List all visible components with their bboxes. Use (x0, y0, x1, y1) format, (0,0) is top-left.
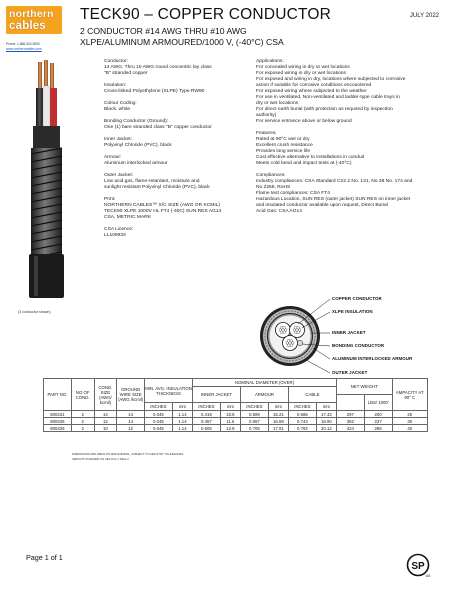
table-row (44, 425, 428, 432)
section-line: authority) (256, 113, 277, 118)
section-line: No.2256, RoHS (256, 185, 291, 190)
unit-inches: INCHES (145, 403, 173, 411)
table-cell: 10.6 (220, 411, 240, 418)
table-cell: 800428 (44, 418, 72, 425)
header-net-weight: NET WEIGHT (336, 379, 392, 395)
unit-inches: INCHES (193, 403, 221, 411)
header-ground-size: GROUND WIRE SIZE (AWG /kcmil) (117, 379, 145, 411)
spec-section (104, 83, 254, 95)
section-line: Excellent crush resistance (256, 143, 313, 148)
section-heading: Inner Jacket: (104, 137, 132, 142)
subtitle-line-1: 2 CONDUCTOR #14 AWG THRU #10 AWG (80, 26, 247, 36)
header-nominal-diameter: NOMINAL DIAMETER (OVER) (193, 379, 337, 387)
section-line: For exposed wiring in dry or wet locations (256, 71, 346, 76)
spec-section (104, 59, 254, 77)
section-line: For exposed and wiring in dry, locations where subjected to corrosive (256, 77, 406, 82)
section-line: Cost effective alternative to installations in conduit (256, 155, 365, 160)
subtitle-line-2: XLPE/ALUMINUM ARMOURED/1000 V, (-40°C) CSA (80, 37, 284, 47)
table-cell: 0.045 (145, 425, 173, 432)
table-cell: 0.505 (193, 425, 221, 432)
table-cell: 800431 (44, 411, 72, 418)
section-line: For use in ventilated, Non-ventilated and ladder-type cable trays in (256, 95, 400, 100)
section-line: LL109933 (104, 233, 126, 238)
section-line: TECK90 XLPE 1000V HL FT4 (-40C) SUN RES AG14 (104, 209, 222, 214)
table-cell: 12.8 (220, 425, 240, 432)
table-cell: 200 (364, 411, 392, 418)
section-line: dry or wet locations (256, 101, 299, 106)
unit-mm: mm (316, 403, 336, 411)
page-title: TECK90 – COPPER CONDUCTOR (80, 6, 332, 23)
copper-strand-3 (50, 63, 54, 90)
table-cell: 285 (364, 425, 392, 432)
table-cell: 30 (392, 418, 427, 425)
section-line: NORTHERN CABLES™ X/C SIZE (AWG OR KCMIL) (104, 203, 221, 208)
document-date: JULY 2022 (409, 13, 439, 19)
section-line: Polyvinyl Chloride (PVC), black (104, 143, 172, 148)
section-heading: Bonding Conductor (Ground): (104, 119, 169, 124)
table-cell: 2 (71, 418, 94, 425)
section-heading: Features: (256, 131, 277, 136)
section-heading: Compliances: (256, 173, 286, 178)
spec-section (104, 227, 254, 239)
section-line: For service entrance above or below ground (256, 119, 352, 124)
spec-section (256, 131, 416, 167)
table-cell: 12 (94, 418, 117, 425)
table-cell: 11.6 (220, 418, 240, 425)
section-line: Meets cold bend and impact tests at (-40°C) (256, 161, 352, 166)
table-cell: 0.792 (288, 425, 316, 432)
table-cell: 0.457 (193, 418, 221, 425)
table-cell: 800426 (44, 425, 72, 432)
table-cell: 14 (117, 418, 145, 425)
label-xlpe-insulation: XLPE INSULATION (332, 309, 373, 314)
contact-info (6, 42, 42, 51)
northern-cables-logo (6, 6, 62, 40)
table-cell: 17.42 (316, 411, 336, 418)
bonding-conductor (297, 340, 302, 345)
note-dimensions: DIMENSIONS AND WEIGHTS ARE NOMINAL, SUBJECT TO INDUSTRY TOLERANCES (72, 452, 184, 456)
section-line: action if suitable for corrosive conditions encountered (256, 83, 372, 88)
spec-section (256, 173, 416, 215)
table-cell: 237 (364, 418, 392, 425)
table-row (44, 418, 428, 425)
table-cell: 40 (392, 425, 427, 432)
spec-section (104, 155, 254, 167)
table-cell: 352 (336, 418, 364, 425)
section-heading: Conductor: (104, 59, 128, 64)
unit-inches: INCHES (241, 403, 269, 411)
table-cell: 10 (94, 425, 117, 432)
table-cell: 14 (94, 411, 117, 418)
table-cell: 0.045 (145, 411, 173, 418)
label-inner-jacket: INNER JACKET (332, 330, 366, 335)
table-cell: 297 (336, 411, 364, 418)
table-cell: 0.686 (288, 411, 316, 418)
table-cell: 25 (392, 411, 427, 418)
header-cond-size: COND. SIZE (AWG/ kcmil) (94, 379, 117, 411)
table-cell: 12 (117, 425, 145, 432)
interlocked-armour (31, 148, 62, 258)
section-line: and insulated conductor available upon request, Direct Burial (256, 203, 388, 208)
header-kg-km-blank (336, 395, 364, 411)
section-line: Hazardous Location, SUN RES (outer jacket) SUN RES on inner jacket (256, 197, 411, 202)
section-line: For direct earth burial (with protection as required by inspection (256, 107, 393, 112)
table-notes (72, 452, 183, 462)
website-link[interactable]: www.northerncables.com (6, 46, 42, 51)
applications-column (256, 59, 416, 221)
note-ampacity: AMPACITYIS BASED ON CEC Part 1 Table 2 (72, 457, 129, 461)
table-cell: 15.21 (268, 411, 288, 418)
table-cell: 0.045 (145, 418, 173, 425)
logo-text-northern: northern (9, 8, 54, 20)
section-line: Industry compliances: CSA Standard C22.2 No. 131, No.38 No. 174 and (256, 179, 413, 184)
section-line: Aluminum interlocked armour (104, 161, 168, 166)
label-armour: ALUMINUM INTERLOCKED ARMOUR (332, 356, 413, 361)
label-copper-conductor: COPPER CONDUCTOR (332, 296, 382, 301)
table-cell: 18.90 (316, 418, 336, 425)
spec-section (104, 101, 254, 113)
section-line: For exposed wiring where subjected to the weather (256, 89, 367, 94)
table-cell: 2 (71, 411, 94, 418)
table-row (44, 411, 428, 418)
section-heading: Armour: (104, 155, 122, 160)
cable-cross-section (256, 288, 446, 388)
spec-section (104, 137, 254, 149)
csa-mark-text: SP (411, 561, 425, 572)
specifications-table (43, 378, 428, 432)
section-heading: Applications: (256, 59, 284, 64)
copper-strand-2 (44, 60, 48, 90)
spec-section (104, 197, 254, 221)
header-cable: CABLE (288, 387, 336, 403)
cable-image-caption: (3 conductor shown) (18, 310, 51, 314)
table-cell: 17.91 (268, 425, 288, 432)
table-cell: 1.14 (172, 418, 192, 425)
table-cell: 424 (336, 425, 364, 432)
table-cell: 14 (117, 411, 145, 418)
table-cell: 1.14 (172, 411, 192, 418)
section-line: "B" stranded copper (104, 71, 148, 76)
section-heading: Outer Jacket: (104, 173, 134, 178)
csa-certification-logo (406, 552, 432, 578)
section-heading: Colour Coding: (104, 101, 137, 106)
phone-number: Phone: 1-866-524-5050 (6, 42, 40, 46)
page-number: Page 1 of 1 (26, 553, 63, 562)
table-cell: 0.419 (193, 411, 221, 418)
table-cell: 0.599 (241, 411, 269, 418)
spec-section (104, 173, 254, 191)
unit-mm: mm (268, 403, 288, 411)
section-line: sunlight resistant Polyvinyl Chloride (PVC), black (104, 185, 210, 190)
copper-strand-1 (38, 62, 42, 90)
spec-section (256, 59, 416, 125)
section-line: Flame test compliances: CSA FT4 (256, 191, 330, 196)
csa-us-text: US (425, 574, 431, 578)
section-line: Cross-linked Polyethylene (XLPE) Type RW90 (104, 89, 205, 94)
table-cell: 0.657 (241, 418, 269, 425)
table-cell: 20.12 (316, 425, 336, 432)
unit-mm: mm (172, 403, 192, 411)
section-line: Black, white (104, 107, 131, 112)
logo-text-cables: cables (9, 20, 47, 32)
table-cell: 16.69 (268, 418, 288, 425)
unit-mm: mm (220, 403, 240, 411)
header-armour: ARMOUR (241, 387, 289, 403)
unit-inches: INCHES (288, 403, 316, 411)
spec-section (104, 119, 254, 131)
section-line: Rated at 90°C wet or dry (256, 137, 310, 142)
section-line: Provides long service life (256, 149, 311, 154)
page-subtitle (80, 26, 284, 48)
section-heading: Print: (104, 197, 116, 202)
table-cell: 0.705 (241, 425, 269, 432)
specification-column (104, 59, 254, 245)
header-min-avg-insulation: MIN. AVG. INSULATION THICKNESS (145, 379, 193, 403)
cable-product-image (14, 60, 82, 300)
table-cell: 2 (71, 425, 94, 432)
header-inner-jacket: INNER JACKET (193, 387, 241, 403)
table-cell: 1.14 (172, 425, 192, 432)
header-part-no: PART NO. (44, 379, 72, 411)
label-bonding-conductor: BONDING CONDUCTOR (332, 343, 385, 348)
header-no-of-cond: NO OF COND. (71, 379, 94, 411)
section-heading: CSA Licence: (104, 227, 134, 232)
label-outer-jacket: OUTER JACKET (332, 370, 368, 375)
section-line: Acid Gas: CSA AG14 (256, 209, 302, 214)
section-line: For concealed wiring in dry or wet locations (256, 65, 350, 70)
table-cell: 0.744 (288, 418, 316, 425)
section-line: 14 AWG. Thru 10 AWG.round concentric lay class (104, 65, 212, 70)
section-line: CSA, METRIC MARK (104, 215, 152, 220)
section-heading: Insulation: (104, 83, 127, 88)
header-ampacity: AMPACITY AT 90° C (392, 379, 427, 411)
header-lbs-1000: LBS/ 1000' (364, 395, 392, 411)
section-line: Low acid gas, flame-retardant, moisture and (104, 179, 200, 184)
section-line: One (1) bare stranded class "B" copper conductor (104, 125, 212, 130)
